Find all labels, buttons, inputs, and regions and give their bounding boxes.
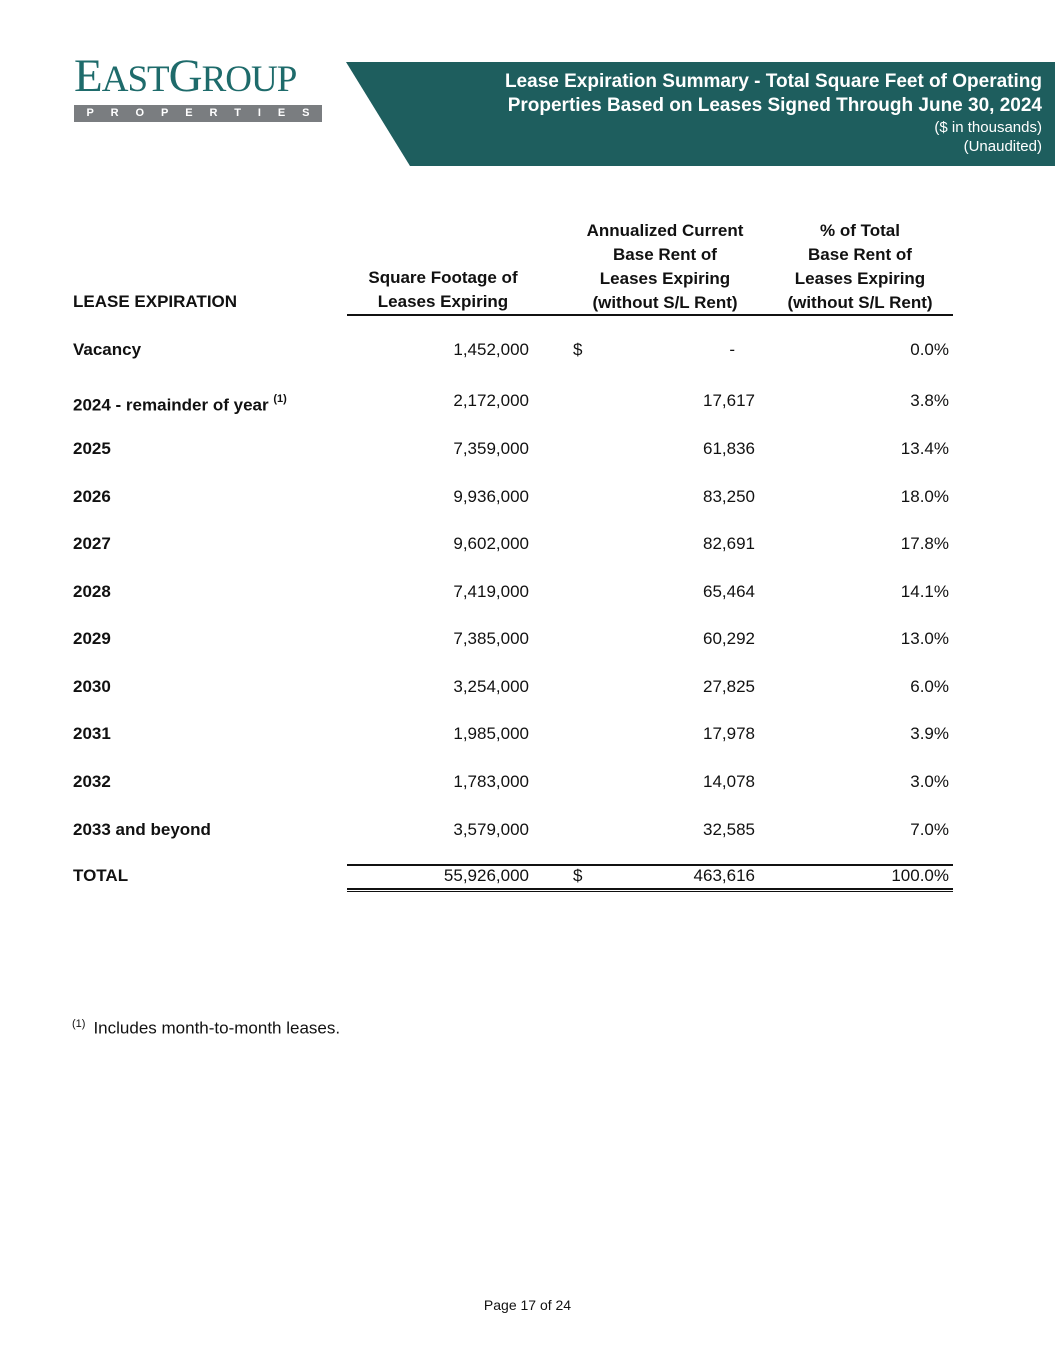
table-row: 2029 7,385,000 60,292 13.0%	[73, 629, 949, 648]
logo-wordmark: EASTGROUP	[74, 50, 297, 102]
column-header-percent-total: % of Total Base Rent of Leases Expiring (without S/L Rent)	[787, 221, 933, 312]
units-note: ($ in thousands)	[934, 119, 1042, 136]
column-header-base-rent: Annualized Current Base Rent of Leases Expiring (without S/L Rent)	[586, 221, 744, 312]
header-banner	[346, 62, 1055, 166]
column-header-square-footage: Square Footage of Leases Expiring	[368, 268, 518, 311]
company-logo	[74, 50, 322, 122]
total-double-underline-1	[347, 888, 953, 890]
table-row: 2027 9,602,000 82,691 17.8%	[73, 534, 949, 553]
column-header-lease-expiration: LEASE EXPIRATION	[73, 292, 238, 311]
footnote-number: (1)	[72, 1018, 86, 1030]
table-row: 2028 7,419,000 65,464 14.1%	[73, 582, 949, 601]
table-row: Vacancy 1,452,000 $ - 0.0%	[73, 340, 949, 359]
report-title-line2: Properties Based on Leases Signed Through June 30, 2024	[507, 95, 1042, 116]
table-row: 2033 and beyond 3,579,000 32,585 7.0%	[73, 820, 949, 839]
table-row: 2032 1,783,000 14,078 3.0%	[73, 772, 949, 791]
logo-properties-bar: P R O P E R T I E S	[74, 105, 322, 122]
total-double-underline-2	[347, 891, 953, 892]
table-row: 2026 9,936,000 83,250 18.0%	[73, 487, 949, 506]
page-number: Page 17 of 24	[483, 1297, 572, 1313]
banner-text	[505, 70, 1042, 156]
table-row: 2025 7,359,000 61,836 13.4%	[73, 439, 949, 458]
table-row: 2030 3,254,000 27,825 6.0%	[73, 677, 949, 696]
table-row: 2024 - remainder of year $^{(1)}$ 2,172,000 17,617 3.8%	[73, 391, 949, 415]
footnote-marker: (1)	[273, 393, 287, 405]
table-row: 2031 1,985,000 17,978 3.9%	[73, 724, 949, 743]
total-row: TOTAL 55,926,000 $ 463,616 100.0%	[73, 866, 949, 885]
footnote-text: Includes month-to-month leases.	[93, 1018, 341, 1038]
header-underline	[347, 314, 953, 316]
report-title-line1: Lease Expiration Summary - Total Square Feet of Operating	[504, 71, 1042, 92]
audit-note: (Unaudited)	[963, 138, 1042, 155]
footnote	[72, 1012, 340, 1041]
